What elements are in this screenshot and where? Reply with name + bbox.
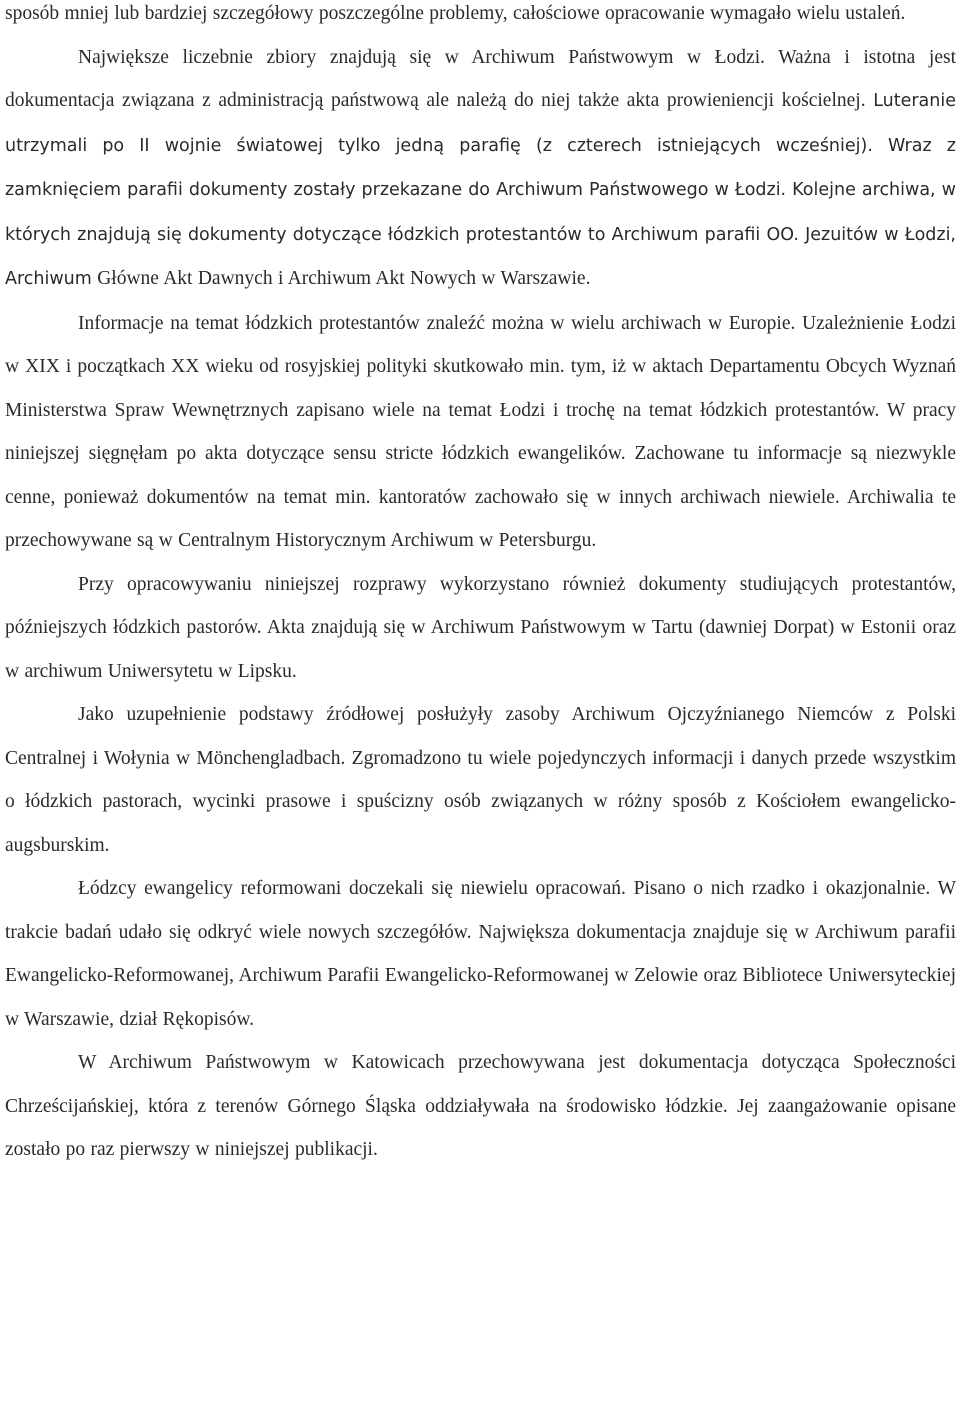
body-paragraph	[5, 563, 956, 694]
paragraph-text: Luteranie utrzymali po II wojnie światowej tylko jedną parafię (z czterech istniejących wcześniej). Wraz z zamknięciem parafii dokumenty zostały przekazane do Archiwum Państwowego w Łodzi. Kolejne archiwa, w których znajdują się dokumenty dotyczące łódzkich protestantów to Archiwum parafii OO. Jezuitów w Łodzi, Archiwum	[5, 91, 956, 289]
paragraph-text: W Archiwum Państwowym w Katowicach przechowywana jest dokumentacja dotycząca Społeczności Chrześcijańskiej, która z terenów Górnego Śląska oddziaływała na środowisko łódzkie. Jej zaangażowanie opisane zostało po raz pierwszy w niniejszej publikacji.	[5, 1052, 956, 1160]
paragraph-text: Największe liczebnie zbiory znajdują się w Archiwum Państwowym w Łodzi. Ważna i istotna jest dokumentacja związana z administracją państwową ale należą do niej także akta prowieniencji kościelnej.	[5, 46, 956, 111]
paragraph-text: Łódzcy ewangelicy reformowani doczekali się niewielu opracowań. Pisano o nich rzadko i okazjonalnie. W trakcie badań udało się odkryć wiele nowych szczegółów. Największa dokumentacja znajduje się w Archiwum parafii Ewangelicko-Reformowanej, Archiwum Parafii Ewangelicko-Reformowanej w Zelowie oraz Bibliotece Uniwersyteckiej w Warszawie, dział Rękopisów.	[5, 878, 956, 1030]
body-paragraph	[5, 302, 956, 563]
paragraph-text: Jako uzupełnienie podstawy źródłowej posłużyły zasoby Archiwum Ojczyźnianego Niemców z Polski Centralnej i Wołynia w Mönchengladbach. Zgromadzono tu wiele pojedynczych informacji i danych przede wszystkim o łódzkich pastorach, wycinki prasowe i spuścizny osób związanych w różny sposób z Kościołem ewangelicko-augsburskim.	[5, 704, 956, 856]
body-paragraph	[5, 867, 956, 1041]
body-paragraph	[5, 693, 956, 867]
paragraph-text: Informacje na temat łódzkich protestantów znaleźć można w wielu archiwach w Europie. Uzależnienie Łodzi w XIX i początkach XX wieku od rosyjskiej polityki skutkowało min. tym, iż w aktach Departamentu Obcych Wyznań Ministerstwa Spraw Wewnętrznych zapisano wiele na temat Łodzi i trochę na temat łódzkich protestantów. W pracy niniejszej sięgnęłam po akta dotyczące sensu stricte łódzkich ewangelików. Zachowane tu informacje są niezwykle cenne, ponieważ dokumentów na temat min. kantoratów zachowało się w innych archiwach niewiele. Archiwalia te przechowywane są w Centralnym Historycznym Archiwum w Petersburgu.	[5, 312, 956, 551]
paragraph-text: sposób mniej lub bardziej szczegółowy poszczególne problemy, całościowe opracowanie wymagało wielu ustaleń.	[5, 3, 906, 24]
paragraph-text: Przy opracowywaniu niniejszej rozprawy wykorzystano również dokumenty studiujących protestantów, późniejszych łódzkich pastorów. Akta znajdują się w Archiwum Państwowym w Tartu (dawniej Dorpat) w Estonii oraz w archiwum Uniwersytetu w Lipsku.	[5, 573, 956, 682]
paragraph-text: Główne Akt Dawnych i Archiwum Akt Nowych w Warszawie.	[91, 268, 591, 289]
body-paragraph	[5, 0, 956, 36]
body-paragraph	[5, 36, 956, 302]
body-paragraph	[5, 1041, 956, 1172]
